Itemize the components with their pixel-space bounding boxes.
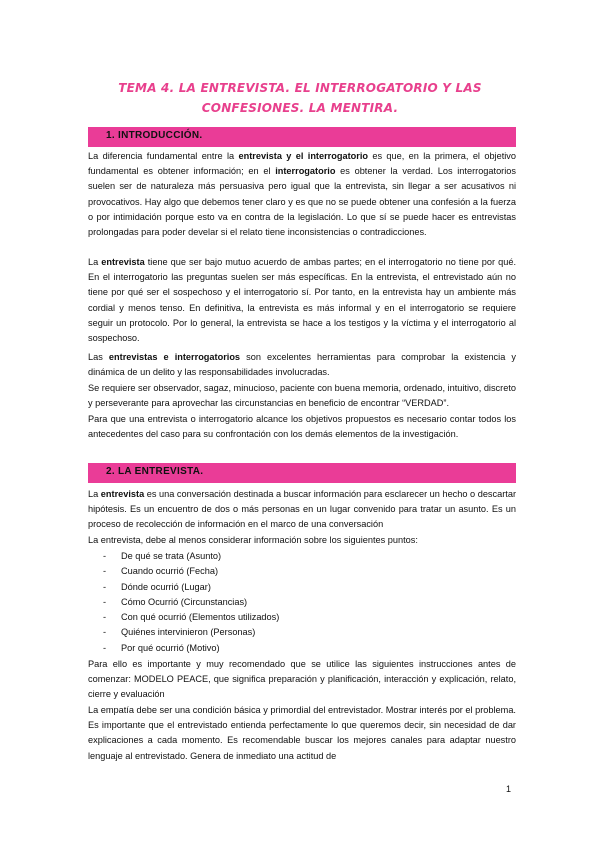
paragraph-intro-4: Se requiere ser observador, sagaz, minucioso, paciente con buena memoria, ordenado, intuitivo, discreto y perseverante para aprovechar las circunstancias en beneficio de encontrar “VERDAD”. (88, 383, 516, 409)
list-item: - Cuando ocurrió (Fecha) (103, 566, 219, 577)
list-item: - Quiénes intervinieron (Personas) (103, 627, 256, 638)
paragraph-intro-5: Para que una entrevista o interrogatorio alcance los objetivos propuestos es necesario contar todos los antecedentes del caso para su confrontación con los demás elementos de la investigación. (88, 414, 516, 440)
list-item: - Dónde ocurrió (Lugar) (103, 581, 211, 592)
section-heading-introduccion (88, 127, 516, 147)
section-heading-text: 1. INTRODUCCIÓN. (106, 130, 203, 141)
paragraph-entrevista-3: Para ello es importante y muy recomendado que se utilice las siguientes instrucciones antes de comenzar: MODELO PEACE, que significa preparación y planificación, interacción y explicación, relato, cierre y evaluación (88, 659, 516, 700)
interview-points-list (103, 549, 503, 656)
list-item: - De qué se trata (Asunto) (103, 551, 222, 561)
paragraph-intro-3: Las entrevistas e interrogatorios son excelentes herramientas para comprobar la existencia y dinámica de un delito y las responsabilidades involucradas. (88, 352, 516, 378)
list-item: - Cómo Ocurrió (Circunstancias) (103, 596, 248, 607)
document-title: TEMA 4. LA ENTREVISTA. EL INTERROGATORIO Y LAS CONFESIONES. LA MENTIRA. (118, 81, 482, 115)
paragraph-intro-2: La entrevista tiene que ser bajo mutuo acuerdo de ambas partes; en el interrogatorio no tiene por qué. En el interrogatorio las preguntas suelen ser más específicas. En la entrevista, el entrevistado aún no tiene por qué ser el sospechoso y el interrogatorio sí. Por tanto, en la entrevista hay un ambiente más cordial y menos tenso. En definitiva, la entrevista es más informal y en el interrogatorio se requiere seguir un protocolo. Por lo general, la entrevista se hace a los testigos y la víctima y el interrogatorio al sospechoso. (88, 257, 517, 344)
paragraph-entrevista-4: La empatía debe ser una condición básica y primordial del entrevistador. Mostrar interés por el problema. Es importante que el entrevistado entienda perfectamente lo que queremos decir, sin necesidad de dar explicaciones a cada momento. Es recomendable buscar los mejores canales para adaptar nuestro lenguaje al entrevistado. Genera de inmediato una actitud de (88, 705, 516, 761)
section-heading-entrevista (88, 463, 516, 483)
page-number: 1 (506, 784, 512, 794)
section-heading-text: 2. LA ENTREVISTA. (106, 466, 204, 477)
paragraph-intro-1: La diferencia fundamental entre la entrevista y el interrogatorio es que, en la primera, el objetivo fundamental es obtener información; en el interrogatorio es obtener la verdad. Los interrogatorios suelen ser de naturaleza más persuasiva pero igual que la entrevista, sin llegar a ser acusativos ni provocativos. Hay algo que debemos tener claro y es que no se puede obtener una confesión a la fuerza o por intimidación porque esto va en contra de la legislación. Lo que sí se puede hacer es entrevistas prolongadas para poder develar si el relato tiene inconsistencias o contradicciones. (88, 151, 516, 238)
list-item: - Por qué ocurrió (Motivo) (103, 642, 220, 653)
paragraph-entrevista-1: La entrevista es una conversación destinada a buscar información para esclarecer un hecho o descartar hipótesis. Es un encuentro de dos o más personas en un lugar convenido para tratar un asunto. Es un proceso de recolección de información en el marco de una conversación (88, 489, 517, 530)
list-item: - Con qué ocurrió (Elementos utilizados) (103, 612, 280, 623)
paragraph-entrevista-2: La entrevista, debe al menos considerar información sobre los siguientes puntos: (88, 535, 418, 545)
